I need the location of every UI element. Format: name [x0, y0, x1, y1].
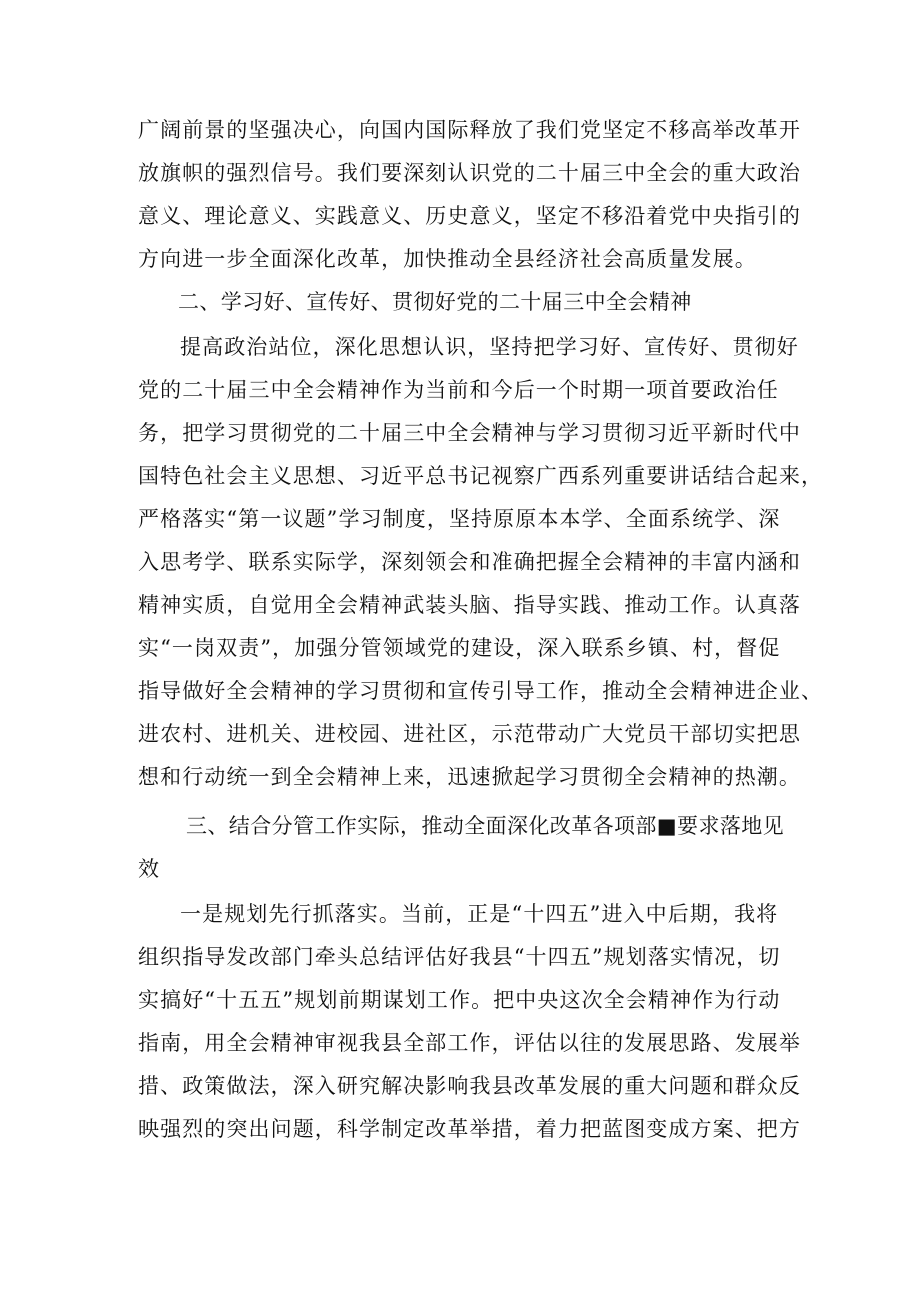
paragraph-line: 措、政策做法，深入研究解决影响我县改革发展的重大问题和群众反 — [138, 1074, 801, 1098]
paragraph-line: 实搞好“十五五”规划前期谋划工作。把中央这次全会精神作为行动 — [138, 988, 781, 1012]
section-heading-2: 二、学习好、宣传好、贯彻好党的二十届三中全会精神 — [178, 290, 692, 314]
section-heading-3: 三、结合分管工作实际，推动全面深化改革各项部■要求落地见 — [186, 814, 785, 838]
paragraph-line: 想和行动统一到全会精神上来，迅速掀起学习贯彻全会精神的热潮。 — [138, 765, 801, 789]
paragraph-line: 严格落实“第一议题”学习制度，坚持原原本本学、全面系统学、深 — [138, 507, 781, 531]
paragraph-line: 精神实质，自觉用全会精神武装头脑、指导实践、推动工作。认真落 — [138, 593, 801, 617]
paragraph-line: 实“一岗双责”，加强分管领域党的建设，深入联系乡镇、村，督促 — [138, 636, 781, 660]
paragraph-line: 组织指导发改部门牵头总结评估好我县“十四五”规划落实情况，切 — [138, 945, 781, 969]
paragraph-line: 国特色社会主义思想、习近平总书记视察广西系列重要讲话结合起来， — [138, 464, 824, 488]
section-heading-3-continued: 效 — [138, 857, 160, 881]
paragraph-line: 进农村、进机关、进校园、进社区，示范带动广大党员干部切实把思 — [138, 722, 801, 746]
paragraph-line: 党的二十届三中全会精神作为当前和今后一个时期一项首要政治任 — [138, 378, 779, 402]
paragraph-line: 广阔前景的坚强决心，向国内国际释放了我们党坚定不移高举改革开 — [138, 118, 801, 142]
paragraph-line: 映强烈的突出问题，科学制定改革举措，着力把蓝图变成方案、把方 — [138, 1117, 801, 1141]
paragraph-line: 入思考学、联系实际学，深刻领会和准确把握全会精神的丰富内涵和 — [138, 550, 801, 574]
paragraph-line: 指南，用全会精神审视我县全部工作，评估以往的发展思路、发展举 — [138, 1031, 801, 1055]
paragraph-line: 务，把学习贯彻党的二十届三中全会精神与学习贯彻习近平新时代中 — [138, 421, 801, 445]
paragraph-line: 提高政治站位，深化思想认识，坚持把学习好、宣传好、贯彻好 — [180, 335, 799, 359]
paragraph-line: 一是规划先行抓落实。当前，正是“十四五”进入中后期，我将 — [180, 902, 779, 926]
paragraph-line: 放旗帜的强烈信号。我们要深刻认识党的二十届三中全会的重大政治 — [138, 161, 801, 185]
paragraph-line: 意义、理论意义、实践意义、历史意义，坚定不移沿着党中央指引的 — [138, 204, 801, 228]
paragraph-line: 指导做好全会精神的学习贯彻和宣传引导工作，推动全会精神进企业、 — [138, 679, 824, 703]
paragraph-line: 方向进一步全面深化改革，加快推动全县经济社会高质量发展。 — [138, 247, 757, 271]
